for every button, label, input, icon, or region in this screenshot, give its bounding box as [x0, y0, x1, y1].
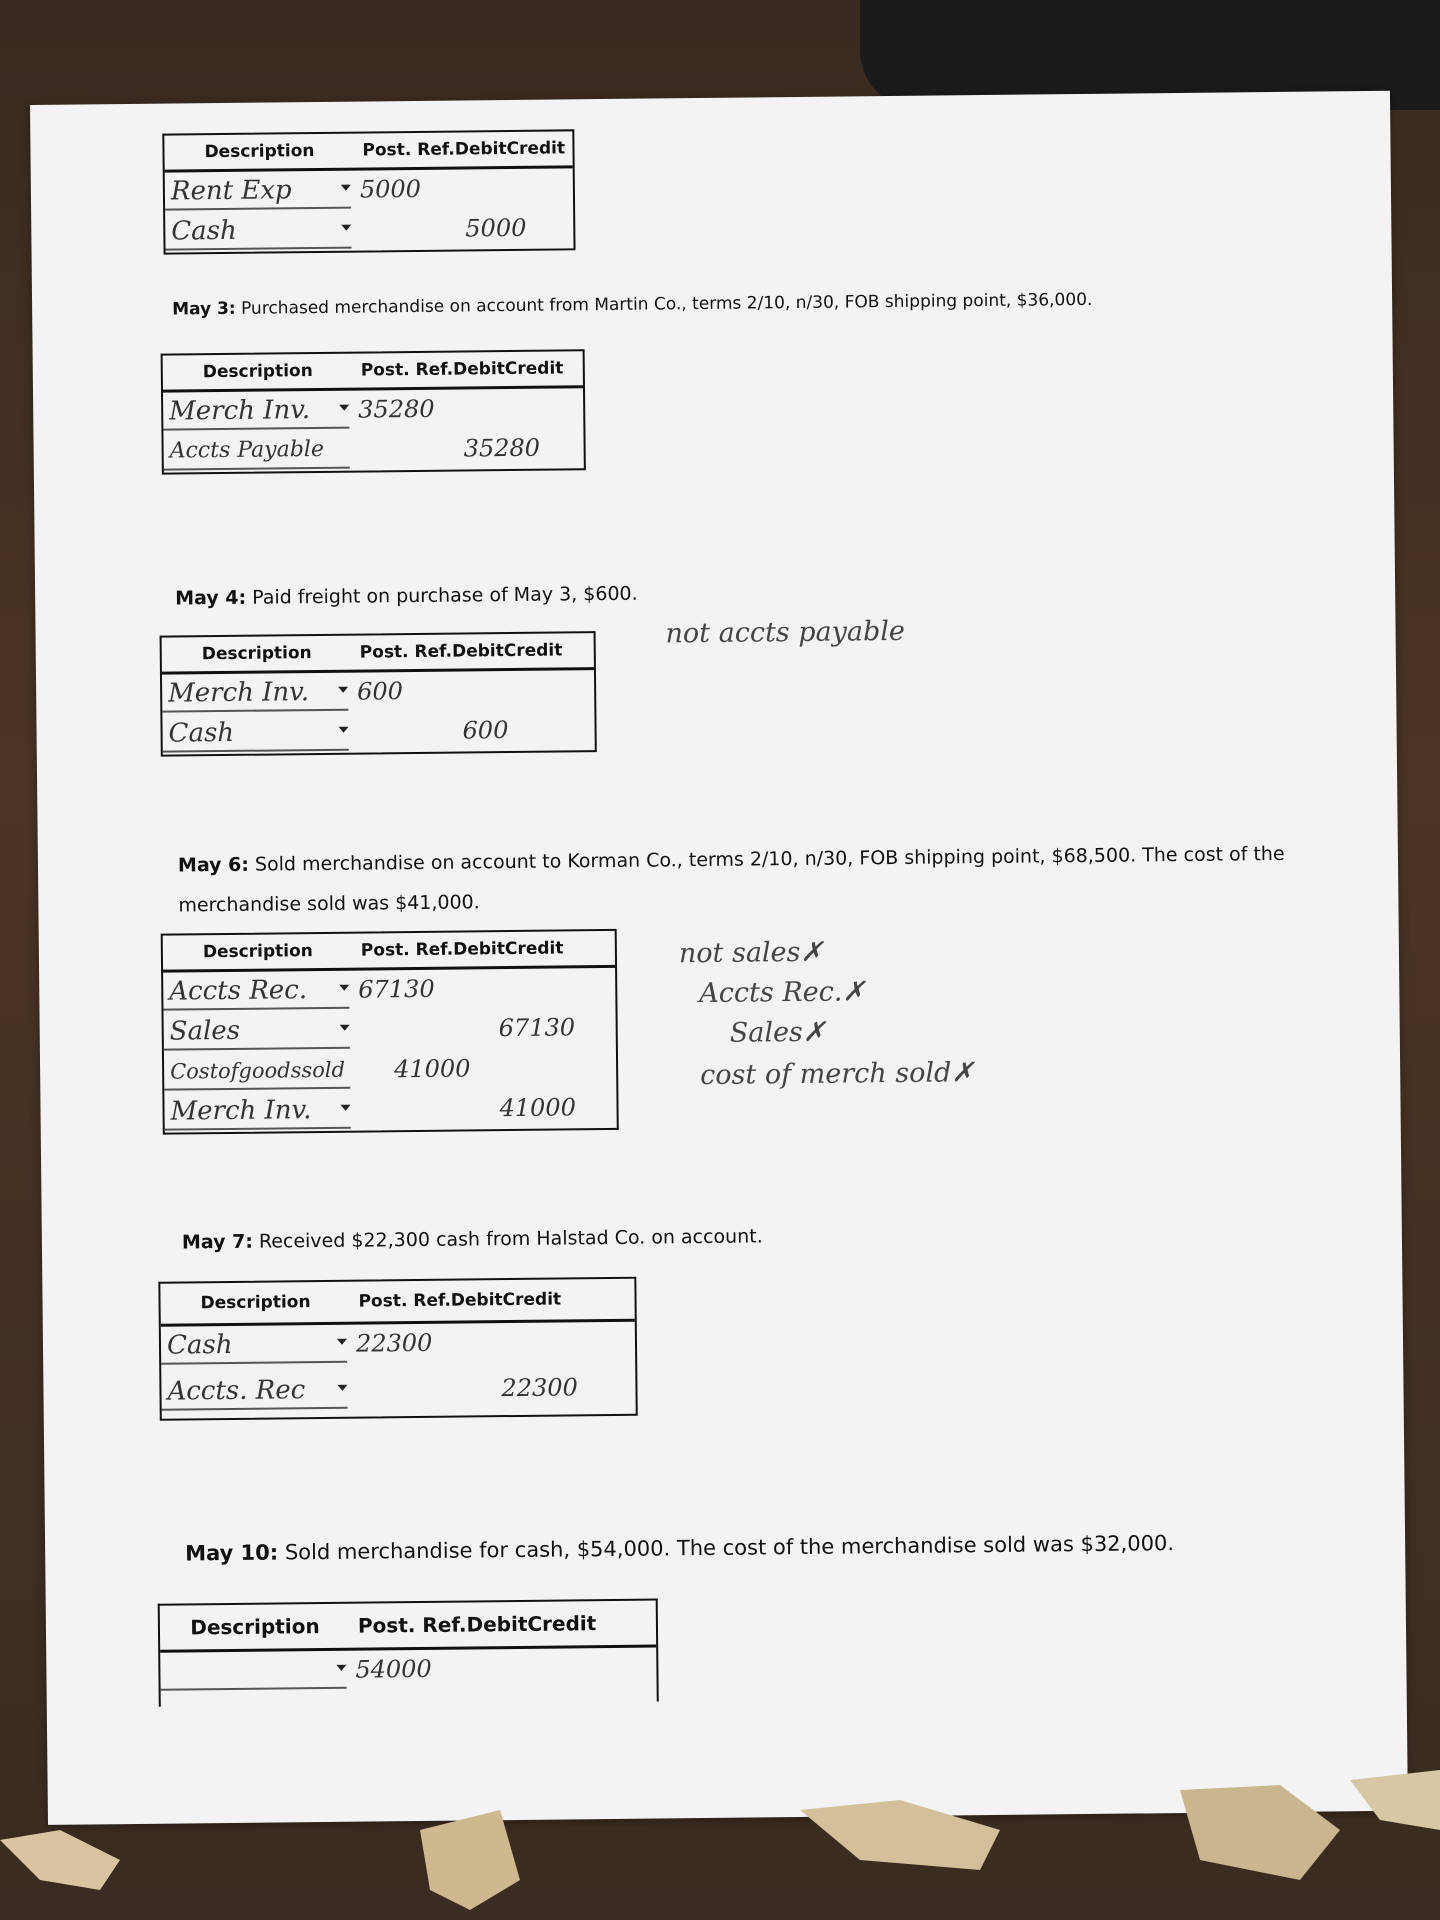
debit-field[interactable]: 22300 [355, 1328, 433, 1358]
debit-field[interactable]: 67130 [358, 974, 435, 1004]
chevron-down-icon[interactable] [337, 1339, 347, 1345]
handwritten-note-cost-of-merch-sold: cost of merch sold✗ [700, 1057, 975, 1092]
table-header [162, 633, 594, 675]
floor-background [0, 1770, 1440, 1920]
chevron-down-icon[interactable] [341, 185, 351, 191]
question-text: Paid freight on purchase of May 3, $600. [246, 582, 638, 609]
table-header [160, 1279, 634, 1327]
table-header [160, 1601, 656, 1653]
credit-field[interactable]: 41000 [499, 1093, 577, 1123]
credit-field[interactable]: 35280 [463, 433, 541, 463]
header-post-ref-debit-credit: Post. Ref.DebitCredit [362, 138, 566, 161]
debit-field[interactable]: 600 [357, 677, 404, 706]
description-dropdown[interactable] [160, 1653, 346, 1691]
journal-table-freight [160, 631, 597, 757]
description-dropdown[interactable]: Accts. Rec [161, 1373, 347, 1411]
header-description: Description [204, 141, 315, 163]
header-description: Description [201, 643, 312, 665]
journal-table-purchase [161, 349, 586, 474]
question-date: May 10: [185, 1540, 279, 1566]
header-post-ref-debit-credit: Post. Ref.DebitCredit [358, 1289, 562, 1312]
question-text: Received $22,300 cash from Halstad Co. on account. [252, 1225, 763, 1253]
header-post-ref-debit-credit: Post. Ref.DebitCredit [360, 358, 564, 381]
description-dropdown[interactable]: Merch Inv. [162, 675, 348, 713]
description-dropdown[interactable]: Sales [164, 1013, 350, 1051]
table-row [164, 1088, 616, 1133]
table-row [161, 1322, 635, 1373]
table-row [162, 710, 594, 755]
question-date: May 4: [175, 586, 247, 610]
table-row [165, 208, 573, 252]
chevron-down-icon[interactable] [339, 985, 349, 991]
table-header [164, 131, 572, 172]
description-dropdown[interactable]: Accts Payable [163, 433, 349, 471]
chevron-down-icon[interactable] [337, 1385, 347, 1391]
handwritten-note-not-accts-payable: not accts payable [665, 615, 906, 650]
chevron-down-icon[interactable] [339, 727, 349, 733]
table-header [163, 351, 583, 392]
description-dropdown[interactable]: Cash [161, 1327, 347, 1365]
description-dropdown[interactable]: Cash [162, 715, 348, 753]
question-date: May 7: [181, 1230, 253, 1254]
table-row [164, 1008, 616, 1053]
description-dropdown[interactable]: Accts Rec. [163, 973, 349, 1011]
table-header [163, 931, 615, 973]
journal-table-cash-sale [158, 1599, 659, 1707]
description-dropdown[interactable]: Rent Exp [165, 173, 351, 211]
header-description: Description [200, 1292, 311, 1314]
table-row [165, 168, 573, 212]
credit-field[interactable]: 600 [462, 716, 509, 745]
journal-table-sale-on-account [161, 929, 619, 1135]
debit-field[interactable]: 5000 [359, 174, 422, 204]
header-description: Description [190, 1614, 320, 1640]
table-row [164, 1048, 616, 1093]
table-row [161, 1368, 635, 1419]
question-date: May 3: [172, 298, 236, 320]
table-row [163, 428, 583, 472]
chevron-down-icon[interactable] [338, 687, 348, 693]
table-row [163, 388, 583, 432]
worksheet-paper [30, 91, 1408, 1825]
header-description: Description [202, 941, 313, 963]
handwritten-note-accts-rec: Accts Rec.✗ [699, 976, 866, 1010]
description-dropdown[interactable]: Merch Inv. [164, 1093, 350, 1131]
journal-table-cash-received [158, 1277, 637, 1421]
debit-field[interactable]: 41000 [393, 1054, 471, 1084]
chevron-down-icon[interactable] [340, 1025, 350, 1031]
header-post-ref-debit-credit: Post. Ref.DebitCredit [357, 1611, 597, 1638]
table-row [160, 1648, 657, 1707]
header-description: Description [202, 361, 313, 383]
credit-field[interactable]: 22300 [501, 1373, 578, 1403]
description-dropdown[interactable]: Merch Inv. [163, 393, 349, 431]
debit-field[interactable]: 35280 [358, 394, 435, 424]
description-dropdown[interactable]: Costofgoodssold [164, 1053, 350, 1091]
credit-field[interactable]: 67130 [498, 1013, 576, 1043]
question-may-4 [175, 583, 638, 610]
chevron-down-icon[interactable] [336, 1665, 346, 1671]
header-post-ref-debit-credit: Post. Ref.DebitCredit [359, 640, 563, 663]
question-may-6 [178, 833, 1359, 925]
handwritten-note-not-sales: not sales✗ [678, 936, 824, 970]
question-text: Sold merchandise on account to Korman Co., terms 2/10, n/30, FOB shipping point, $68,500. The cost of the merchandise sold was $41,000. [178, 842, 1285, 917]
question-may-3 [172, 290, 1092, 320]
description-dropdown[interactable]: Cash [165, 213, 351, 251]
question-text: Sold merchandise for cash, $54,000. The cost of the merchandise sold was $32,000. [278, 1531, 1175, 1565]
credit-field[interactable]: 5000 [465, 213, 527, 243]
question-text: Purchased merchandise on account from Martin Co., terms 2/10, n/30, FOB shipping point, $36,000. [235, 289, 1093, 319]
header-post-ref-debit-credit: Post. Ref.DebitCredit [360, 938, 564, 961]
question-date: May 6: [177, 853, 250, 877]
chevron-down-icon[interactable] [341, 225, 351, 231]
journal-table-rent [162, 129, 575, 254]
debit-field[interactable]: 54000 [355, 1654, 432, 1684]
chevron-down-icon[interactable] [340, 1105, 350, 1111]
question-may-7 [182, 1225, 763, 1253]
chevron-down-icon[interactable] [339, 405, 349, 411]
question-may-10 [185, 1531, 1174, 1565]
table-row [162, 670, 594, 715]
handwritten-note-sales: Sales✗ [729, 1016, 826, 1049]
table-row [163, 968, 615, 1013]
